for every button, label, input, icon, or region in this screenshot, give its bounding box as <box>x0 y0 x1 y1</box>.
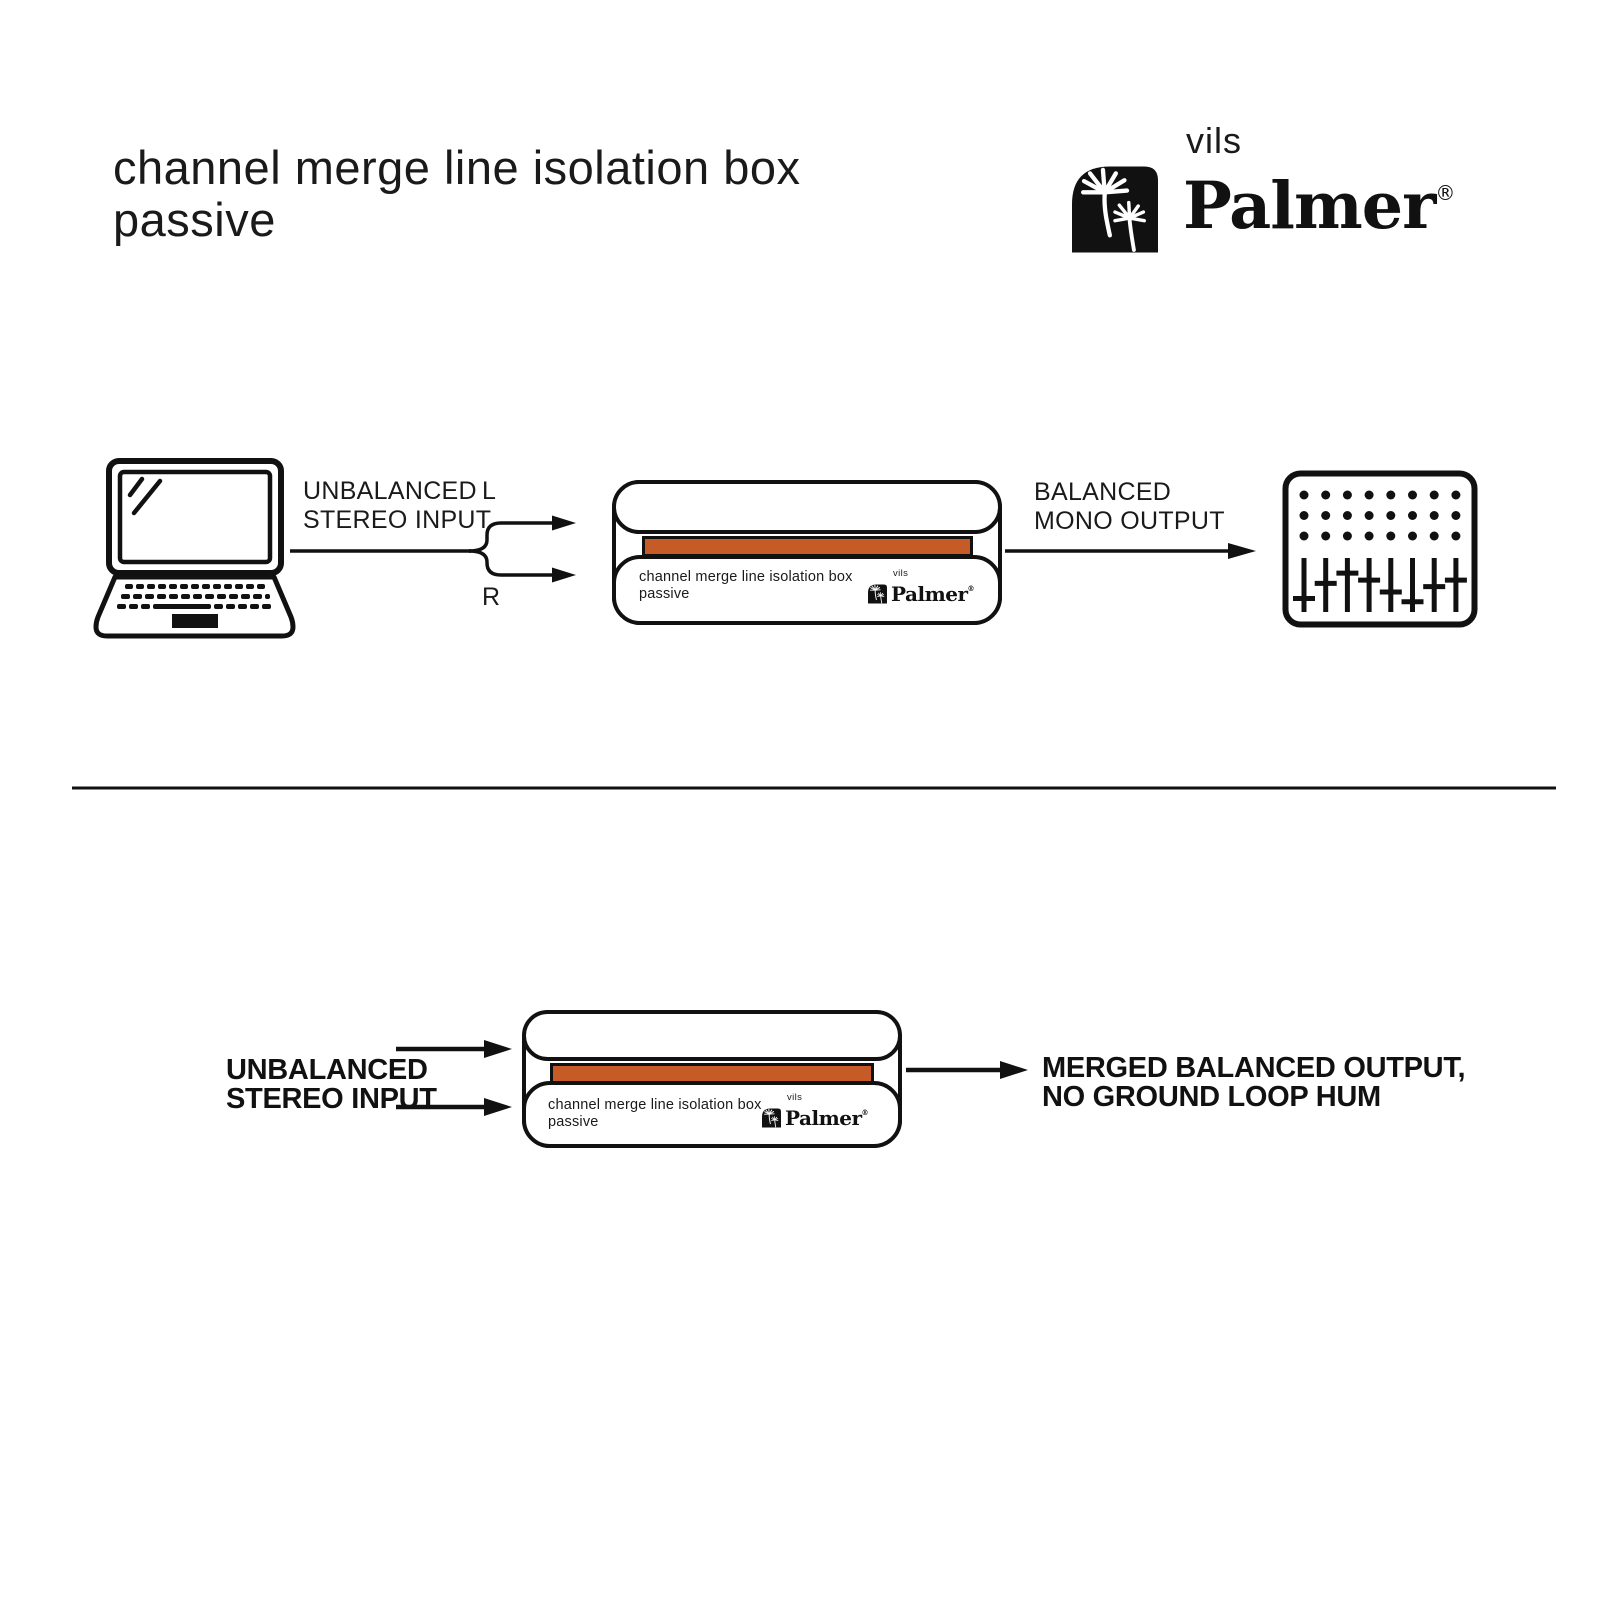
page-title-line2: passive <box>113 193 276 246</box>
bottom-input-label: UNBALANCED STEREO INPUT <box>226 1054 437 1115</box>
isolation-box-device-top <box>612 480 1002 625</box>
device-accent-stripe <box>642 536 973 557</box>
palm-tree-logo-icon <box>868 584 887 604</box>
device-brand-logo: vils Palmer® <box>762 1093 868 1128</box>
trackpad <box>172 614 218 628</box>
left-channel-label: L <box>482 477 496 505</box>
device-brand-logo: vils Palmer® <box>868 569 974 604</box>
device-lid <box>612 480 1002 534</box>
registered-trademark-symbol: ® <box>1435 181 1455 205</box>
page-title-line1: channel merge line isolation box <box>113 141 801 194</box>
device-label: channel merge line isolation box passive <box>548 1097 762 1130</box>
device-lid <box>522 1010 902 1061</box>
mixer-icon <box>1282 470 1478 628</box>
isolation-box-device-bottom <box>522 1010 902 1148</box>
right-channel-label: R <box>482 583 501 611</box>
bottom-output-label: MERGED BALANCED OUTPUT, NO GROUND LOOP HUM <box>1042 1052 1466 1113</box>
laptop-icon <box>92 453 297 643</box>
palm-tree-logo-icon <box>762 1108 781 1128</box>
top-input-label: UNBALANCED STEREO INPUT <box>303 477 492 534</box>
wire-right-branch <box>469 551 553 575</box>
brand-model-name: vils <box>1186 120 1242 161</box>
brand-wordmark: Palmer® <box>1183 168 1455 244</box>
device-label: channel merge line isolation box passive <box>639 569 853 602</box>
registered-trademark-symbol: ® <box>967 584 974 593</box>
top-output-label: BALANCED MONO OUTPUT <box>1034 478 1225 535</box>
section-divider <box>72 787 1556 790</box>
registered-trademark-symbol: ® <box>861 1108 868 1117</box>
